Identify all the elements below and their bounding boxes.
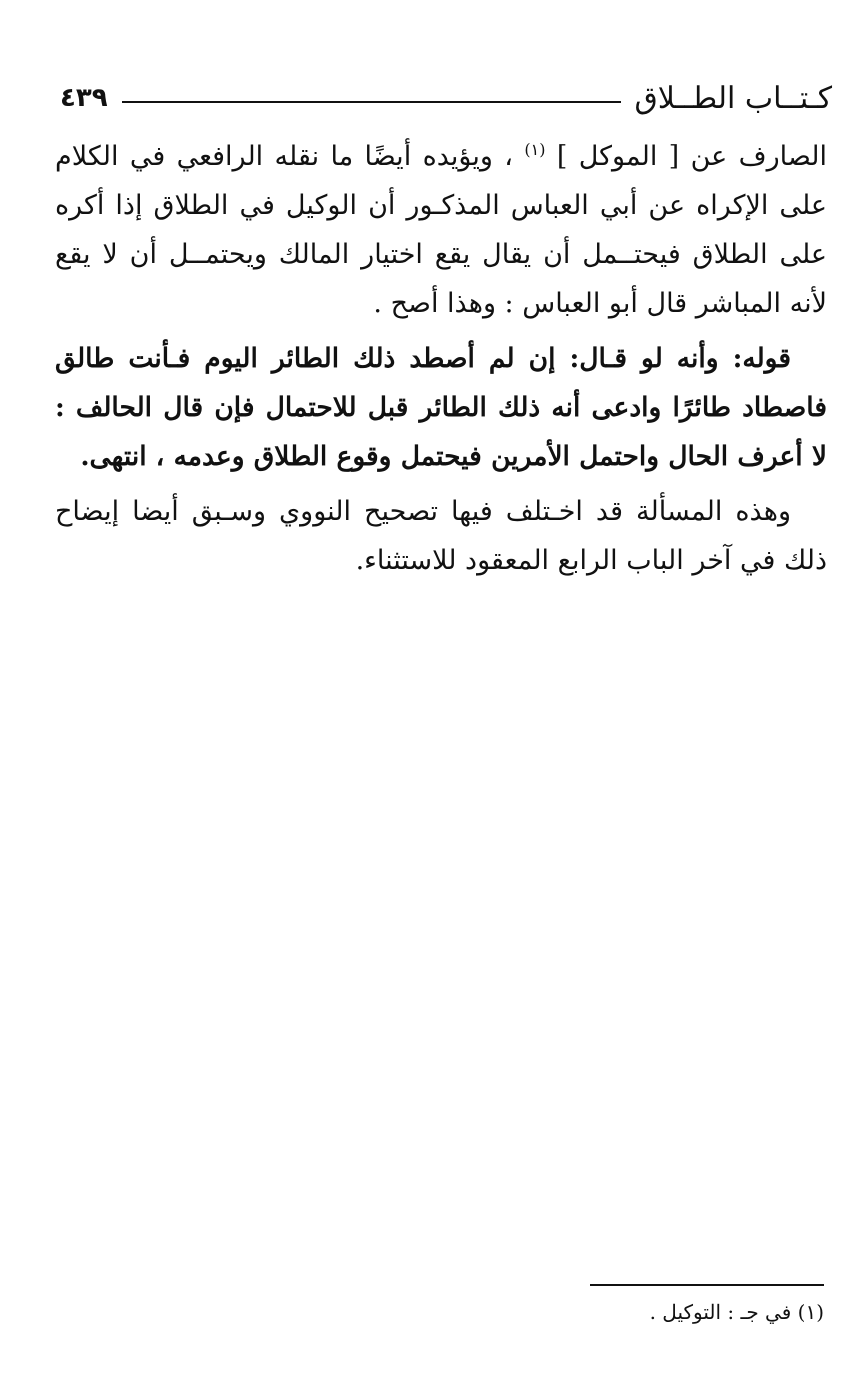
paragraph-1-start: الصارف عن [ الموكل ] (556, 141, 828, 172)
page-number: ٤٣٩ (60, 83, 108, 113)
footnote-rule (590, 1284, 824, 1286)
page-header (60, 78, 832, 118)
paragraph-1 (55, 132, 827, 328)
paragraph-3: وهذه المسألة قد اخـتلف فيها تصحيح النووي وسـبق أيضا إيضاح ذلك في آخر الباب الرابع المعقود للاستثناء. (55, 496, 827, 576)
running-title: كـتــاب الطــلاق (634, 80, 832, 116)
main-text (55, 132, 827, 591)
paragraph-1-rest: ، ويؤيده أيضًا ما نقله الرافعي في الكلام على الإكراه عن أبي العباس المذكـور أن الوكيل في الطلاق إذا أكره على الطلاق فيحتــمل أن يقال يقع اختيار المالك ويحتمــل أن لا يقع لأنه المباشر قال أبو العباس : وهذا أصح . (55, 141, 827, 319)
header-rule (122, 101, 621, 103)
footnote-ref: (١) (524, 140, 546, 159)
paragraph-2-quote: قوله: وأنه لو قـال: إن لم أصطد ذلك الطائر اليوم فـأنت طالق فاصطاد طائرًا وادعى أنه ذلك الطائر قبل للاحتمال فإن قال الحالف : لا أعرف الحال واحتمل الأمرين فيحتمل وقوع الطلاق وعدمه ، انتهى. (55, 343, 827, 472)
footnote: (١) في جـ : التوكيل . (649, 1300, 824, 1324)
